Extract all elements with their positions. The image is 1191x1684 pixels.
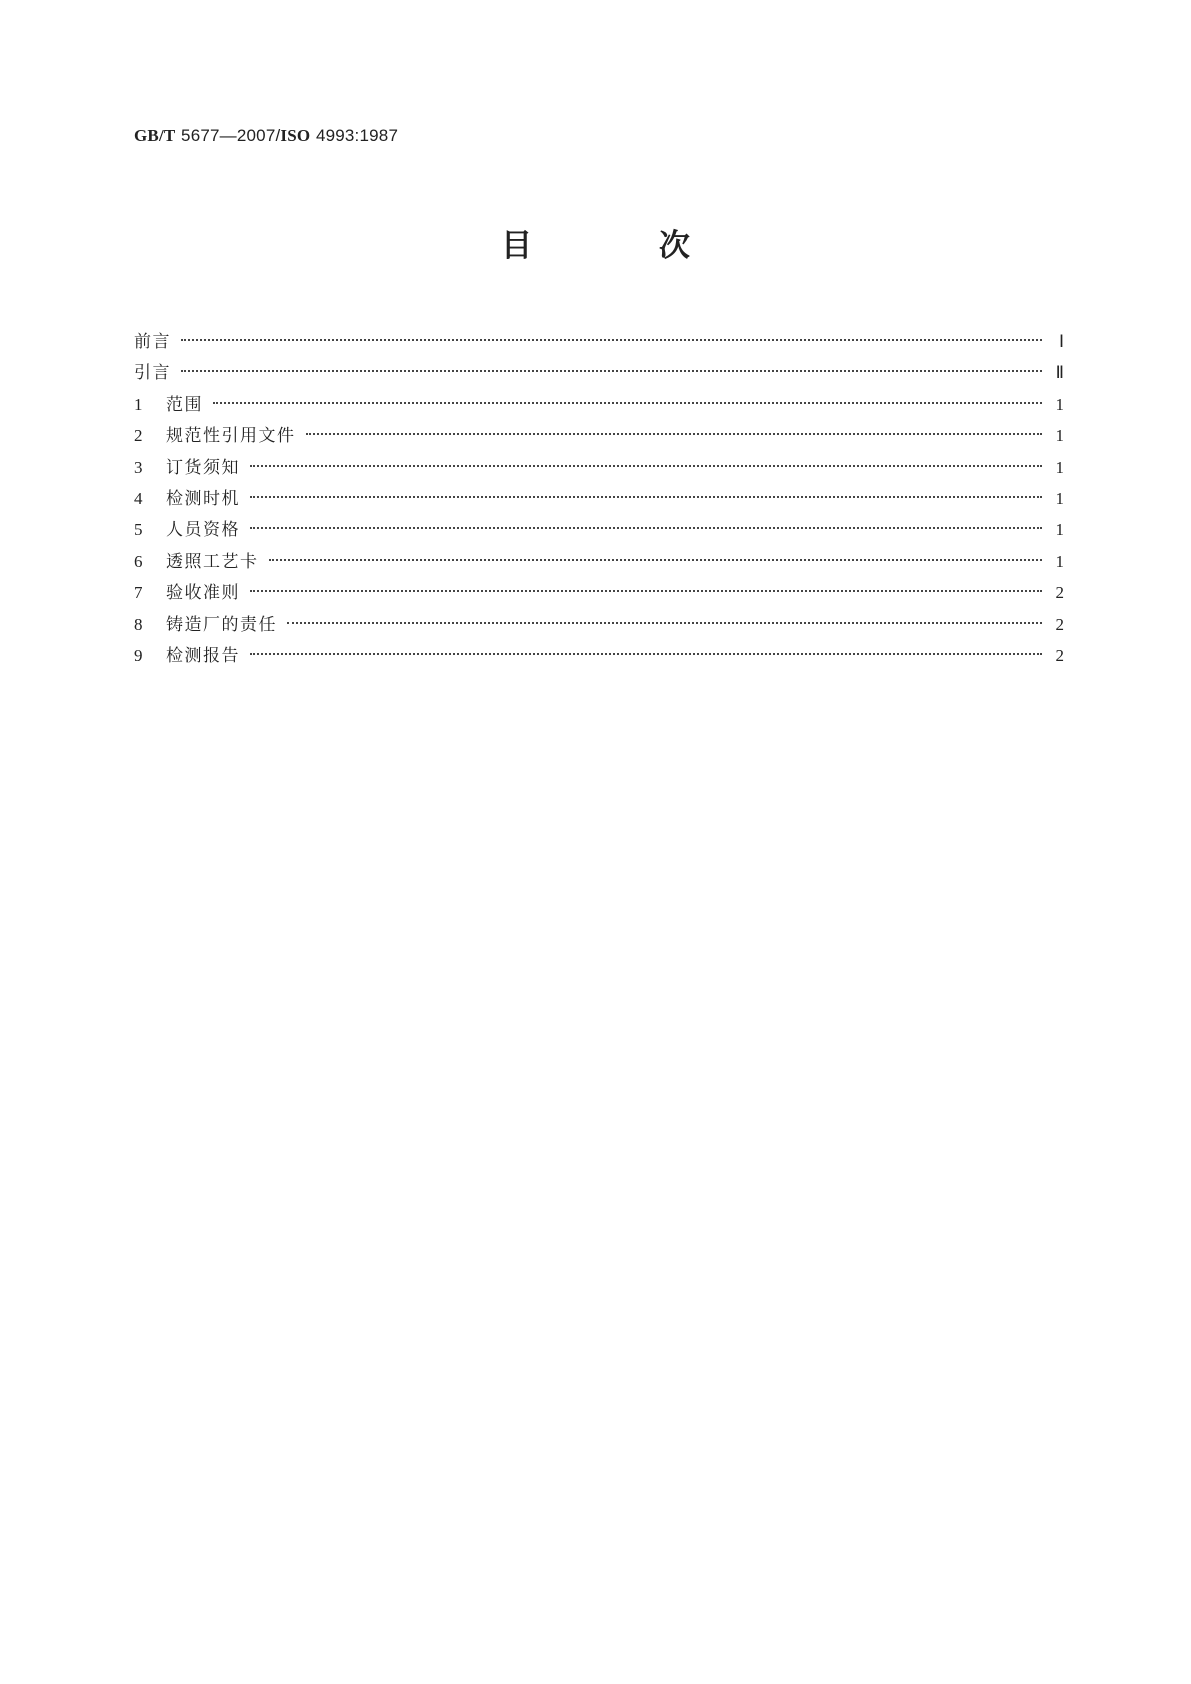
toc-entry-page: 2: [1055, 583, 1064, 603]
toc-leader-dots: [306, 433, 1043, 435]
toc-entry-label: 前言: [134, 332, 171, 352]
toc-entry-5[interactable]: [134, 514, 1064, 545]
header-iso-prefix: ISO: [280, 126, 311, 145]
toc-entry-8[interactable]: [134, 609, 1064, 640]
toc-leader-dots: [213, 402, 1042, 404]
toc-entry-4[interactable]: [134, 483, 1064, 514]
toc-entry-page: 1: [1055, 551, 1064, 571]
toc-leader-dots: [250, 527, 1042, 529]
toc-entry-label: 验收准则: [166, 583, 240, 604]
toc-leader-dots: [287, 622, 1042, 624]
toc-entry-2[interactable]: [134, 420, 1064, 451]
toc-entry-label: 订货须知: [166, 457, 240, 478]
toc-leader-dots: [250, 590, 1042, 592]
toc-entry-foreword[interactable]: [134, 326, 1064, 357]
toc-entry-1[interactable]: [134, 389, 1064, 420]
toc-entry-number: 7: [134, 583, 143, 603]
toc-entry-label: 检测时机: [166, 488, 240, 509]
toc-entry-6[interactable]: [134, 546, 1064, 577]
toc-entry-label: 铸造厂的责任: [166, 614, 277, 635]
toc-entry-3[interactable]: [134, 452, 1064, 483]
toc-entry-page: 2: [1055, 645, 1064, 665]
toc-leader-dots: [250, 496, 1042, 498]
toc-entry-number: 8: [134, 614, 143, 634]
toc-leader-dots: [181, 339, 1042, 341]
toc-entry-number: 6: [134, 551, 143, 571]
page-title: 目 次: [501, 228, 748, 264]
toc-entry-number: 2: [134, 426, 143, 446]
toc-entry-page: Ⅱ: [1055, 363, 1064, 383]
toc-entry-label: 检测报告: [166, 645, 240, 666]
toc-entry-9[interactable]: [134, 640, 1064, 671]
toc-entry-page: 2: [1055, 614, 1064, 634]
toc-entry-number: 1: [134, 394, 143, 414]
toc-leader-dots: [250, 653, 1042, 655]
table-of-contents: [134, 326, 1064, 671]
toc-leader-dots: [250, 465, 1042, 467]
toc-entry-label: 人员资格: [166, 520, 240, 541]
toc-leader-dots: [181, 370, 1042, 372]
toc-entry-page: 1: [1055, 394, 1064, 414]
toc-entry-page: 1: [1055, 426, 1064, 446]
document-header: [134, 126, 398, 146]
toc-entry-number: 4: [134, 488, 143, 508]
header-iso-number: 4993:1987: [315, 126, 399, 145]
toc-entry-number: 3: [134, 457, 143, 477]
toc-entry-introduction[interactable]: [134, 357, 1064, 388]
toc-entry-7[interactable]: [134, 577, 1064, 608]
toc-entry-page: Ⅰ: [1058, 332, 1064, 351]
header-standard-prefix: GB/T: [134, 126, 176, 145]
toc-entry-label: 引言: [134, 363, 171, 384]
toc-entry-number: 9: [134, 645, 143, 665]
toc-entry-label: 透照工艺卡: [166, 551, 259, 572]
header-standard-number: 5677—2007/: [181, 126, 281, 145]
toc-leader-dots: [269, 559, 1043, 561]
toc-entry-page: 1: [1055, 520, 1064, 540]
toc-entry-label: 规范性引用文件: [166, 426, 296, 447]
toc-entry-page: 1: [1055, 457, 1064, 477]
toc-entry-number: 5: [134, 520, 143, 540]
toc-entry-page: 1: [1055, 488, 1064, 508]
toc-entry-label: 范围: [166, 394, 203, 415]
